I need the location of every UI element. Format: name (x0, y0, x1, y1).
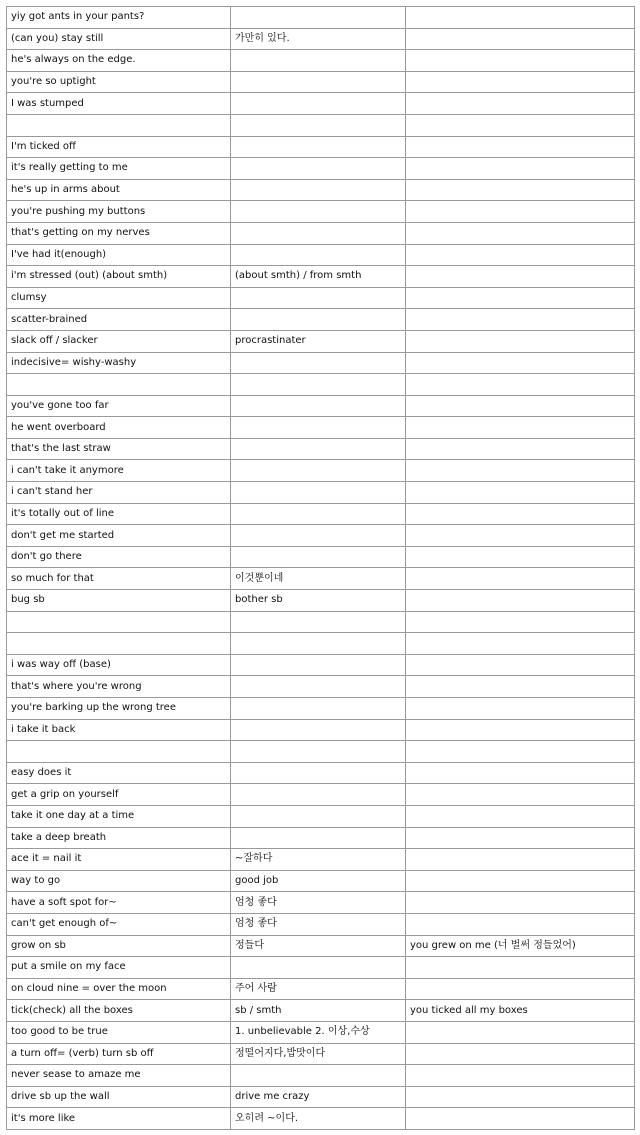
meaning-cell: 정떨어지다,밥맛이다 (231, 1043, 406, 1065)
example-cell (406, 978, 635, 1000)
table-row (7, 698, 635, 720)
phrase-cell: i take it back (7, 719, 231, 741)
phrase-cell: ace it = nail it (7, 849, 231, 871)
table-row (7, 503, 635, 525)
meaning-cell (231, 460, 406, 482)
phrase-cell: that's the last straw (7, 438, 231, 460)
meaning-cell (231, 71, 406, 93)
phrase-cell: that's getting on my nerves (7, 222, 231, 244)
table-row (7, 222, 635, 244)
meaning-cell (231, 136, 406, 158)
example-cell (406, 7, 635, 29)
phrase-cell: too good to be true (7, 1021, 231, 1043)
meaning-cell: 정들다 (231, 935, 406, 957)
meaning-cell (231, 503, 406, 525)
table-row (7, 330, 635, 352)
meaning-cell (231, 352, 406, 374)
example-cell (406, 179, 635, 201)
meaning-cell: 주어 사람 (231, 978, 406, 1000)
table-row (7, 546, 635, 568)
table-row (7, 50, 635, 72)
example-cell (406, 957, 635, 979)
example-cell (406, 1108, 635, 1130)
example-cell (406, 201, 635, 223)
phrase-cell: I was stumped (7, 93, 231, 115)
phrase-cell (7, 374, 231, 396)
example-cell (406, 892, 635, 914)
table-row (7, 870, 635, 892)
table-row (7, 460, 635, 482)
example-cell: you ticked all my boxes (406, 1000, 635, 1022)
meaning-cell (231, 222, 406, 244)
meaning-cell (231, 676, 406, 698)
phrase-cell: indecisive= wishy-washy (7, 352, 231, 374)
meaning-cell (231, 374, 406, 396)
meaning-cell: drive me crazy (231, 1086, 406, 1108)
meaning-cell: 이것뿐이네 (231, 568, 406, 590)
phrase-cell (7, 633, 231, 655)
table-row (7, 114, 635, 136)
example-cell (406, 114, 635, 136)
meaning-cell: 가만히 있다. (231, 28, 406, 50)
table-row (7, 7, 635, 29)
example-cell (406, 1065, 635, 1087)
meaning-cell (231, 438, 406, 460)
table-row (7, 395, 635, 417)
example-cell (406, 374, 635, 396)
table-row (7, 590, 635, 612)
phrase-cell: that's where you're wrong (7, 676, 231, 698)
example-cell (406, 309, 635, 331)
phrase-cell: put a smile on my face (7, 957, 231, 979)
phrase-cell: scatter-brained (7, 309, 231, 331)
table-row (7, 676, 635, 698)
phrase-cell: it's really getting to me (7, 158, 231, 180)
meaning-cell (231, 158, 406, 180)
table-row (7, 892, 635, 914)
example-cell (406, 136, 635, 158)
phrase-cell: i can't stand her (7, 482, 231, 504)
example-cell (406, 741, 635, 763)
example-cell (406, 590, 635, 612)
meaning-cell (231, 93, 406, 115)
meaning-cell (231, 287, 406, 309)
meaning-cell (231, 114, 406, 136)
meaning-cell: 엄청 좋다 (231, 913, 406, 935)
phrase-cell: you've gone too far (7, 395, 231, 417)
example-cell (406, 611, 635, 633)
meaning-cell (231, 827, 406, 849)
meaning-cell: sb / smth (231, 1000, 406, 1022)
meaning-cell (231, 762, 406, 784)
example-cell (406, 654, 635, 676)
table-row (7, 978, 635, 1000)
meaning-cell (231, 805, 406, 827)
meaning-cell: good job (231, 870, 406, 892)
example-cell (406, 784, 635, 806)
meaning-cell (231, 698, 406, 720)
meaning-cell: procrastinater (231, 330, 406, 352)
table-row (7, 93, 635, 115)
example-cell (406, 633, 635, 655)
example-cell (406, 158, 635, 180)
table-row (7, 244, 635, 266)
phrase-cell: don't get me started (7, 525, 231, 547)
table-row (7, 352, 635, 374)
table-row (7, 482, 635, 504)
table-row (7, 1108, 635, 1130)
phrase-cell: he went overboard (7, 417, 231, 439)
meaning-cell (231, 482, 406, 504)
table-row (7, 1000, 635, 1022)
meaning-cell (231, 525, 406, 547)
meaning-cell (231, 395, 406, 417)
example-cell (406, 438, 635, 460)
table-row (7, 1086, 635, 1108)
phrase-cell: way to go (7, 870, 231, 892)
example-cell (406, 827, 635, 849)
meaning-cell (231, 417, 406, 439)
meaning-cell (231, 201, 406, 223)
phrase-cell: take a deep breath (7, 827, 231, 849)
table-row (7, 827, 635, 849)
table-row (7, 287, 635, 309)
phrase-cell: can't get enough of~ (7, 913, 231, 935)
meaning-cell (231, 179, 406, 201)
table-row (7, 633, 635, 655)
example-cell (406, 503, 635, 525)
example-cell (406, 71, 635, 93)
table-row (7, 1065, 635, 1087)
example-cell (406, 93, 635, 115)
example-cell (406, 50, 635, 72)
table-row (7, 1021, 635, 1043)
example-cell (406, 849, 635, 871)
phrase-cell: I'm ticked off (7, 136, 231, 158)
meaning-cell (231, 546, 406, 568)
phrase-cell: grow on sb (7, 935, 231, 957)
example-cell (406, 417, 635, 439)
meaning-cell (231, 957, 406, 979)
table-row (7, 179, 635, 201)
phrase-cell: he's up in arms about (7, 179, 231, 201)
phrase-cell: it's more like (7, 1108, 231, 1130)
phrase-cell: drive sb up the wall (7, 1086, 231, 1108)
example-cell (406, 287, 635, 309)
meaning-cell (231, 309, 406, 331)
meaning-cell (231, 784, 406, 806)
meaning-cell (231, 654, 406, 676)
meaning-cell: (about smth) / from smth (231, 266, 406, 288)
example-cell (406, 719, 635, 741)
phrase-cell: get a grip on yourself (7, 784, 231, 806)
meaning-cell (231, 244, 406, 266)
phrase-cell: slack off / slacker (7, 330, 231, 352)
table-row (7, 913, 635, 935)
example-cell (406, 1043, 635, 1065)
phrase-cell: bug sb (7, 590, 231, 612)
vocab-table (6, 6, 635, 1130)
phrase-cell: you're barking up the wrong tree (7, 698, 231, 720)
phrase-cell: you're pushing my buttons (7, 201, 231, 223)
table-row (7, 762, 635, 784)
table-row (7, 525, 635, 547)
phrase-cell: a turn off= (verb) turn sb off (7, 1043, 231, 1065)
meaning-cell (231, 741, 406, 763)
meaning-cell (231, 7, 406, 29)
example-cell (406, 330, 635, 352)
table-row (7, 201, 635, 223)
phrase-cell: you're so uptight (7, 71, 231, 93)
phrase-cell (7, 114, 231, 136)
meaning-cell: 1. unbelievable 2. 이상,수상 (231, 1021, 406, 1043)
phrase-cell (7, 611, 231, 633)
table-row (7, 957, 635, 979)
table-row (7, 266, 635, 288)
example-cell (406, 762, 635, 784)
example-cell (406, 870, 635, 892)
meaning-cell: 오히려 ~이다. (231, 1108, 406, 1130)
table-row (7, 611, 635, 633)
table-row (7, 935, 635, 957)
table-row (7, 741, 635, 763)
table-row (7, 1043, 635, 1065)
phrase-cell: on cloud nine = over the moon (7, 978, 231, 1000)
phrase-cell: I've had it(enough) (7, 244, 231, 266)
meaning-cell (231, 50, 406, 72)
example-cell (406, 546, 635, 568)
meaning-cell (231, 611, 406, 633)
table-row (7, 849, 635, 871)
table-row (7, 28, 635, 50)
example-cell (406, 482, 635, 504)
example-cell (406, 676, 635, 698)
example-cell (406, 222, 635, 244)
meaning-cell (231, 719, 406, 741)
phrase-cell: i can't take it anymore (7, 460, 231, 482)
phrase-cell: yiy got ants in your pants? (7, 7, 231, 29)
phrase-cell: have a soft spot for~ (7, 892, 231, 914)
example-cell (406, 460, 635, 482)
meaning-cell: bother sb (231, 590, 406, 612)
example-cell (406, 805, 635, 827)
example-cell (406, 568, 635, 590)
vocab-table-body (7, 7, 635, 1130)
phrase-cell: don't go there (7, 546, 231, 568)
table-row (7, 374, 635, 396)
table-row (7, 158, 635, 180)
meaning-cell (231, 633, 406, 655)
meaning-cell (231, 1065, 406, 1087)
phrase-cell: he's always on the edge. (7, 50, 231, 72)
phrase-cell: i was way off (base) (7, 654, 231, 676)
table-row (7, 438, 635, 460)
example-cell (406, 395, 635, 417)
phrase-cell: so much for that (7, 568, 231, 590)
table-row (7, 71, 635, 93)
table-row (7, 136, 635, 158)
example-cell (406, 28, 635, 50)
table-row (7, 784, 635, 806)
table-row (7, 719, 635, 741)
example-cell (406, 1086, 635, 1108)
table-row (7, 805, 635, 827)
table-row (7, 654, 635, 676)
example-cell (406, 266, 635, 288)
example-cell (406, 352, 635, 374)
phrase-cell (7, 741, 231, 763)
example-cell (406, 1021, 635, 1043)
example-cell (406, 913, 635, 935)
phrase-cell: take it one day at a time (7, 805, 231, 827)
table-row (7, 309, 635, 331)
example-cell (406, 525, 635, 547)
table-row (7, 417, 635, 439)
table-row (7, 568, 635, 590)
phrase-cell: tick(check) all the boxes (7, 1000, 231, 1022)
phrase-cell: (can you) stay still (7, 28, 231, 50)
phrase-cell: it's totally out of line (7, 503, 231, 525)
example-cell (406, 244, 635, 266)
phrase-cell: never sease to amaze me (7, 1065, 231, 1087)
phrase-cell: easy does it (7, 762, 231, 784)
phrase-cell: i'm stressed (out) (about smth) (7, 266, 231, 288)
example-cell (406, 698, 635, 720)
example-cell: you grew on me (너 벌써 정들었어) (406, 935, 635, 957)
meaning-cell: ~잘하다 (231, 849, 406, 871)
phrase-cell: clumsy (7, 287, 231, 309)
meaning-cell: 엄청 좋다 (231, 892, 406, 914)
